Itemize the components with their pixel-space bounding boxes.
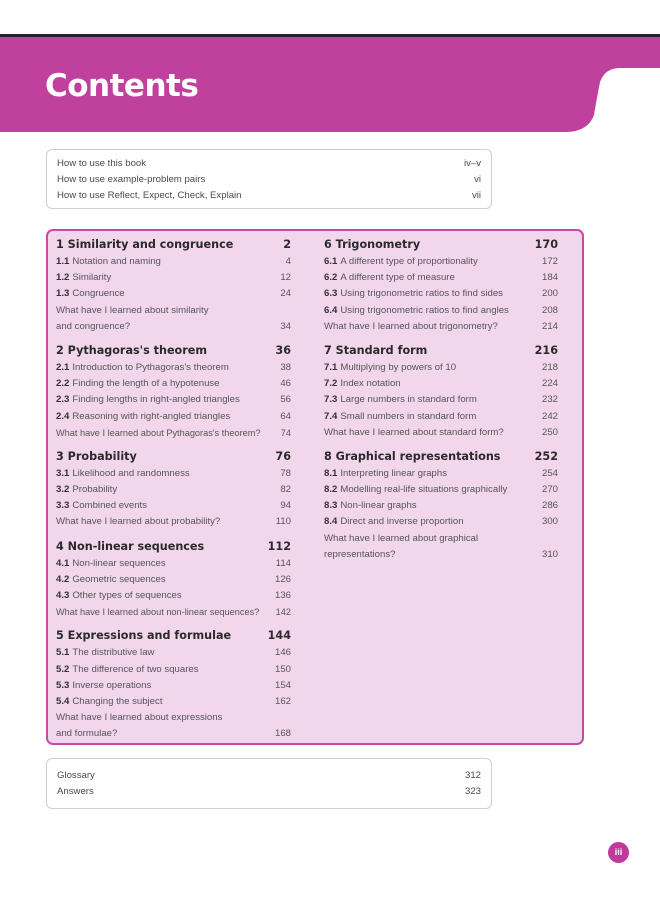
chapter-5 [56, 627, 291, 742]
section-number: 6.1 [324, 256, 338, 267]
section-label: Finding the length of a hypotenuse [72, 378, 220, 390]
section-item[interactable] [56, 376, 291, 392]
chapter-page: 112 [267, 539, 291, 553]
section-number: 1.3 [56, 288, 70, 300]
section-number: 6.4 [324, 304, 338, 316]
chapter-title: 5 Expressions and formulae [56, 629, 232, 643]
review-label: What have I learned about Pythagoras's theorem? [56, 427, 261, 438]
section-page: 208 [541, 304, 558, 316]
intro-item-page: vi [474, 174, 481, 185]
intro-item-page: iv–v [463, 158, 481, 169]
review-page: 214 [541, 320, 558, 332]
section-label: Modelling real-life situations graphically [340, 484, 508, 496]
section-label: Finding lengths in right-angled triangles [72, 394, 240, 406]
section-page: 218 [541, 361, 558, 373]
review-label: What have I learned about graphical [324, 532, 479, 544]
section-page: 24 [280, 288, 291, 300]
chapters-column-left [56, 236, 291, 750]
section-label: Small numbers in standard form [340, 410, 477, 422]
chapter-heading[interactable] [56, 236, 291, 254]
section-number: 4.3 [56, 590, 70, 601]
review-item-cont[interactable] [56, 319, 291, 335]
section-page: 46 [280, 378, 291, 390]
section-item[interactable] [324, 482, 558, 498]
section-item[interactable] [56, 645, 291, 661]
back-matter-page: 312 [464, 770, 481, 781]
section-page: 146 [274, 647, 291, 659]
section-item[interactable] [56, 286, 291, 302]
chapter-page: 252 [534, 449, 558, 463]
section-number: 7.1 [324, 361, 338, 373]
intro-item[interactable] [57, 156, 481, 172]
section-label: Congruence [72, 288, 125, 300]
section-label: Direct and inverse proportion [340, 516, 464, 528]
section-page: 12 [280, 272, 291, 284]
section-page: 172 [541, 256, 558, 267]
section-page: 270 [541, 484, 558, 496]
section-number: 5.2 [56, 663, 70, 675]
section-label: A different type of proportionality [340, 256, 478, 267]
section-item[interactable] [56, 409, 291, 425]
section-label: Inverse operations [72, 679, 152, 691]
section-label: Interpreting linear graphs [340, 467, 448, 479]
chapter-title: 3 Probability [56, 449, 137, 463]
section-item[interactable] [56, 572, 291, 588]
section-number: 8.2 [324, 484, 338, 496]
section-label: Reasoning with right-angled triangles [72, 410, 231, 422]
section-item[interactable] [56, 678, 291, 694]
section-page: 114 [275, 557, 291, 569]
section-page: 242 [541, 410, 558, 422]
intro-item-label: How to use this book [57, 158, 147, 169]
section-number: 2.4 [56, 410, 70, 422]
section-item[interactable] [324, 409, 558, 425]
review-item[interactable] [324, 531, 558, 547]
section-item[interactable] [324, 498, 558, 514]
section-page: 4 [285, 256, 291, 267]
section-number: 8.4 [324, 516, 338, 528]
section-number: 8.3 [324, 500, 338, 512]
section-item[interactable] [56, 360, 291, 376]
section-label: Changing the subject [72, 695, 163, 707]
section-number: 7.2 [324, 378, 338, 390]
chapter-heading[interactable] [324, 342, 558, 360]
intro-item-label: How to use example-problem pairs [57, 174, 206, 185]
section-label: Introduction to Pythagoras's theorem [72, 361, 229, 373]
section-item[interactable] [56, 694, 291, 710]
section-label: A different type of measure [340, 272, 455, 284]
intro-item-page: vii [471, 190, 481, 201]
section-item[interactable] [324, 270, 558, 286]
section-page: 184 [541, 272, 558, 284]
section-page: 38 [280, 361, 291, 373]
page-title: Contents [45, 68, 199, 104]
section-page: 94 [280, 500, 291, 512]
section-number: 5.3 [56, 679, 70, 691]
chapter-title: 6 Trigonometry [324, 238, 421, 251]
section-item[interactable] [324, 376, 558, 392]
section-label: The distributive law [72, 647, 155, 659]
section-item[interactable] [324, 514, 558, 530]
section-page: 56 [280, 394, 291, 406]
section-item[interactable] [324, 360, 558, 376]
review-page: 110 [275, 516, 291, 528]
review-page: 250 [541, 426, 558, 438]
section-label: Index notation [340, 378, 401, 390]
section-number: 6.2 [324, 272, 338, 284]
section-label: Combined events [72, 500, 148, 512]
section-page: 224 [541, 378, 558, 390]
section-number: 3.2 [56, 484, 70, 496]
chapter-heading[interactable] [324, 236, 558, 254]
section-page: 162 [274, 695, 291, 707]
section-number: 2.1 [56, 361, 70, 373]
review-label: and formulae? [56, 728, 118, 740]
section-item[interactable] [56, 662, 291, 678]
chapter-page: 144 [267, 629, 291, 643]
section-page: 300 [541, 516, 558, 528]
section-number: 2.3 [56, 394, 70, 406]
chapter-6 [324, 236, 558, 335]
chapter-heading[interactable] [56, 538, 291, 556]
chapter-page: 36 [275, 343, 291, 357]
intro-item-label: How to use Reflect, Expect, Check, Explain [57, 190, 242, 201]
chapter-heading[interactable] [56, 627, 291, 645]
section-item[interactable] [56, 498, 291, 514]
section-number: 1.1 [56, 256, 70, 267]
back-matter-page: 323 [464, 786, 481, 797]
review-item[interactable] [56, 303, 291, 319]
section-page: 78 [280, 467, 291, 479]
section-item[interactable] [56, 254, 291, 270]
review-item[interactable] [324, 319, 558, 335]
review-page: 168 [274, 728, 291, 740]
chapter-heading[interactable] [56, 342, 291, 360]
section-item[interactable] [56, 466, 291, 482]
section-page: 200 [541, 288, 558, 300]
back-matter-item[interactable] [57, 784, 481, 800]
chapter-8 [324, 448, 558, 563]
section-number: 7.4 [324, 410, 338, 422]
intro-item[interactable] [57, 188, 481, 204]
section-page: 154 [274, 679, 291, 691]
back-matter-label: Glossary [57, 770, 95, 781]
section-label: Using trigonometric ratios to find sides [340, 288, 503, 300]
section-label: Notation and naming [72, 256, 161, 267]
chapter-page: 216 [534, 343, 558, 357]
chapters-column-right [324, 236, 558, 570]
review-page: 34 [280, 320, 291, 332]
review-item[interactable] [56, 604, 291, 620]
section-item[interactable] [56, 588, 291, 604]
review-item[interactable] [324, 425, 558, 441]
review-item-cont[interactable] [324, 547, 558, 563]
review-label: What have I learned about expressions [56, 712, 223, 724]
section-page: 254 [541, 467, 558, 479]
chapter-title: 2 Pythagoras's theorem [56, 343, 207, 357]
chapter-page: 2 [283, 238, 291, 251]
section-label: Likelihood and randomness [72, 467, 190, 479]
section-page: 286 [541, 500, 558, 512]
chapter-title: 1 Similarity and congruence [56, 238, 234, 251]
section-page: 64 [280, 410, 291, 422]
back-matter-box [46, 758, 492, 809]
chapter-title: 7 Standard form [324, 343, 428, 357]
section-label: Other types of sequences [72, 590, 182, 601]
chapter-title: 4 Non-linear sequences [56, 539, 205, 553]
section-label: Geometric sequences [72, 573, 166, 585]
chapter-page: 170 [534, 238, 558, 251]
section-label: Non-linear graphs [340, 500, 417, 512]
section-number: 5.4 [56, 695, 70, 707]
chapter-heading[interactable] [324, 448, 558, 466]
section-number: 3.1 [56, 467, 70, 479]
section-number: 5.1 [56, 647, 70, 659]
section-item[interactable] [324, 254, 558, 270]
review-label: representations? [324, 548, 396, 560]
section-number: 7.3 [324, 394, 338, 406]
section-page: 232 [541, 394, 558, 406]
section-number: 3.3 [56, 500, 70, 512]
section-page: 126 [274, 573, 291, 585]
review-label: and congruence? [56, 320, 131, 332]
review-item[interactable] [56, 425, 291, 441]
review-item-cont[interactable] [56, 726, 291, 742]
section-item[interactable] [324, 466, 558, 482]
section-label: Multiplying by powers of 10 [340, 361, 457, 373]
section-number: 1.2 [56, 272, 70, 284]
section-number: 6.3 [324, 288, 338, 300]
review-label: What have I learned about trigonometry? [324, 320, 498, 332]
section-label: Probability [72, 484, 118, 496]
chapter-1 [56, 236, 291, 335]
chapter-heading[interactable] [56, 448, 291, 466]
section-item[interactable] [324, 286, 558, 302]
section-page: 136 [274, 590, 291, 601]
review-label: What have I learned about probability? [56, 516, 221, 528]
section-item[interactable] [324, 303, 558, 319]
section-item[interactable] [56, 270, 291, 286]
section-page: 150 [274, 663, 291, 675]
section-number: 8.1 [324, 467, 338, 479]
chapter-page: 76 [275, 449, 291, 463]
back-matter-item[interactable] [57, 768, 481, 784]
section-page: 82 [280, 484, 291, 496]
chapter-3 [56, 448, 291, 531]
back-matter-label: Answers [57, 786, 94, 797]
section-number: 2.2 [56, 378, 70, 390]
section-label: Large numbers in standard form [340, 394, 477, 406]
chapter-4 [56, 538, 291, 621]
page-number-badge: iii [608, 842, 629, 863]
section-label: The difference of two squares [72, 663, 199, 675]
review-item[interactable] [56, 514, 291, 530]
chapter-title: 8 Graphical representations [324, 449, 501, 463]
section-label: Non-linear sequences [72, 557, 166, 569]
chapter-7 [324, 342, 558, 441]
section-item[interactable] [56, 482, 291, 498]
section-item[interactable] [324, 392, 558, 408]
review-label: What have I learned about standard form? [324, 426, 504, 438]
section-number: 4.1 [56, 557, 70, 569]
section-item[interactable] [56, 556, 291, 572]
review-page: 142 [275, 607, 291, 618]
chapters-panel [46, 229, 584, 745]
intro-item[interactable] [57, 172, 481, 188]
section-number: 4.2 [56, 573, 70, 585]
section-label: Using trigonometric ratios to find angles [340, 304, 509, 316]
review-item[interactable] [56, 710, 291, 726]
section-label: Similarity [72, 272, 112, 284]
review-page: 74 [280, 427, 291, 438]
chapter-2 [56, 342, 291, 441]
section-item[interactable] [56, 392, 291, 408]
intro-box [46, 149, 492, 209]
review-label: What have I learned about similarity [56, 304, 209, 316]
review-page: 310 [541, 548, 558, 560]
review-label: What have I learned about non-linear sequences? [56, 607, 260, 618]
